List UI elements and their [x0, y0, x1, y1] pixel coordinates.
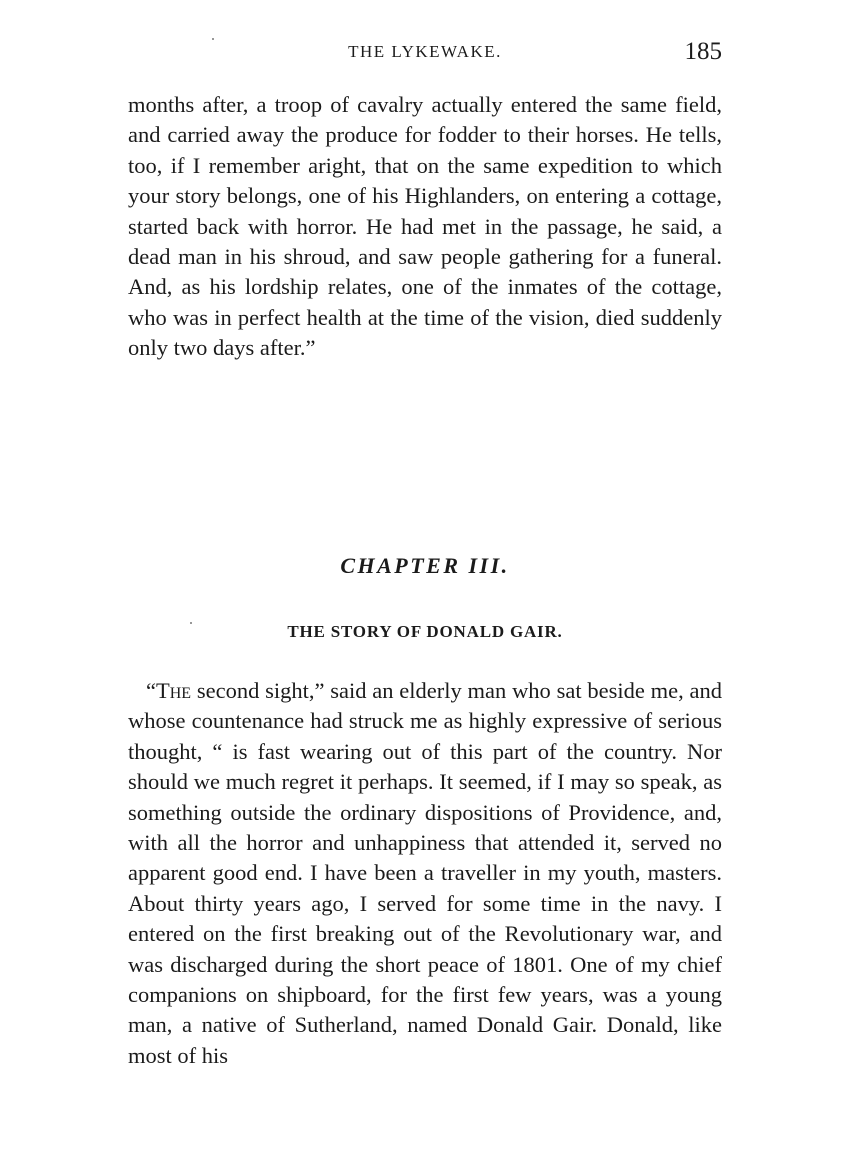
- opening-word: The: [156, 678, 192, 703]
- opening-quote: “: [146, 678, 156, 703]
- running-head: [128, 38, 722, 70]
- running-title: THE LYKEWAKE.: [348, 42, 502, 61]
- page-number: 185: [684, 38, 722, 65]
- paper-speck: [190, 622, 192, 624]
- continuation-paragraph: months after, a troop of cavalry actually entered the same field, and carried away the produce for fodder to their horses. He tells, too, if I remember aright, that on the same expedition to which your story belongs, one of his Highlanders, on entering a cottage, started back with horror. He had met in the passage, he said, a dead man in his shroud, and saw people gathering for a funeral. And, as his lordship relates, one of the inmates of the cottage, who was in perfect health at the time of the vision, died suddenly only two days after.”: [128, 92, 722, 361]
- story-paragraph-text: second sight,” said an elderly man who sat beside me, and whose countenance had struck me as highly expressive of serious thought, “ is fast wearing out of this part of the country. Nor should we much regret it perhaps. It seemed, if I may so speak, as something outside the ordinary dispositions of Providence, and, with all the horror and unhappiness that attended it, served no apparent good end. I have been a traveller in my youth, masters. About thirty years ago, I served for some time in the navy. I entered on the first breaking out of the Revolutionary war, and was discharged during the short peace of 1801. One of my chief companions on shipboard, for the first few years, was a young man, a native of Sutherland, named Donald Gair. Donald, like most of his: [128, 678, 722, 1068]
- chapter-heading: CHAPTER III.: [340, 553, 510, 578]
- story-paragraph: [128, 676, 722, 1071]
- chapter-subtitle: THE STORY OF DONALD GAIR.: [287, 622, 563, 641]
- paper-speck: [212, 38, 214, 40]
